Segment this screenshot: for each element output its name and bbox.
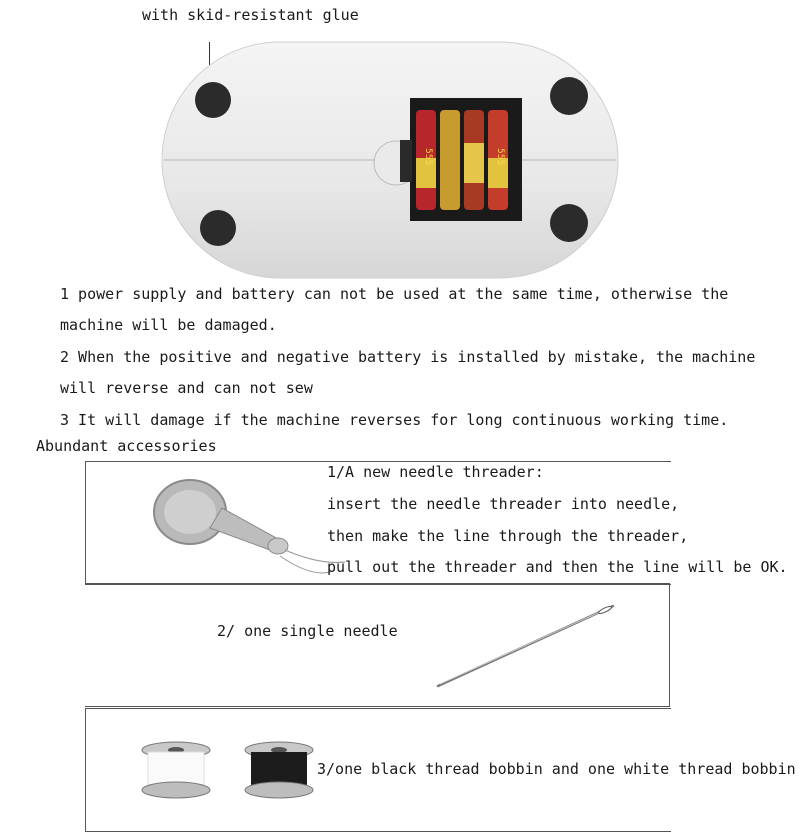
white-bobbin-image: [140, 740, 212, 800]
needle-threader-image: [150, 470, 350, 580]
note-line-5: 3 It will damage if the machine reverses for long continuous working time.: [60, 411, 729, 429]
black-bobbin-image: [243, 740, 315, 800]
item1-line-1: insert the needle threader into needle,: [327, 495, 680, 513]
accessory-box-2: [669, 584, 670, 707]
rubber-foot: [195, 82, 231, 118]
item1-title: 1/A new needle threader:: [327, 463, 544, 481]
needle-image: [430, 598, 625, 693]
note-line-3: 2 When the positive and negative battery is installed by mistake, the machine: [60, 348, 756, 366]
note-line-1: 1 power supply and battery can not be used at the same time, otherwise the: [60, 285, 729, 303]
glue-caption: with skid-resistant glue: [142, 6, 359, 24]
item1-line-2: then make the line through the threader,: [327, 527, 689, 545]
item2-title: 2/ one single needle: [217, 622, 398, 640]
note-line-2: machine will be damaged.: [60, 316, 277, 334]
item3-title: 3/one black thread bobbin and one white thread bobbin: [317, 760, 796, 778]
section-title: Abundant accessories: [36, 437, 217, 455]
item1-line-3: pull out the threader and then the line will be OK.: [327, 558, 788, 576]
svg-text:555: 555: [495, 148, 505, 166]
note-line-4: will reverse and can not sew: [60, 379, 313, 397]
svg-text:555: 555: [423, 148, 433, 166]
machine-bottom-image: [150, 38, 630, 283]
